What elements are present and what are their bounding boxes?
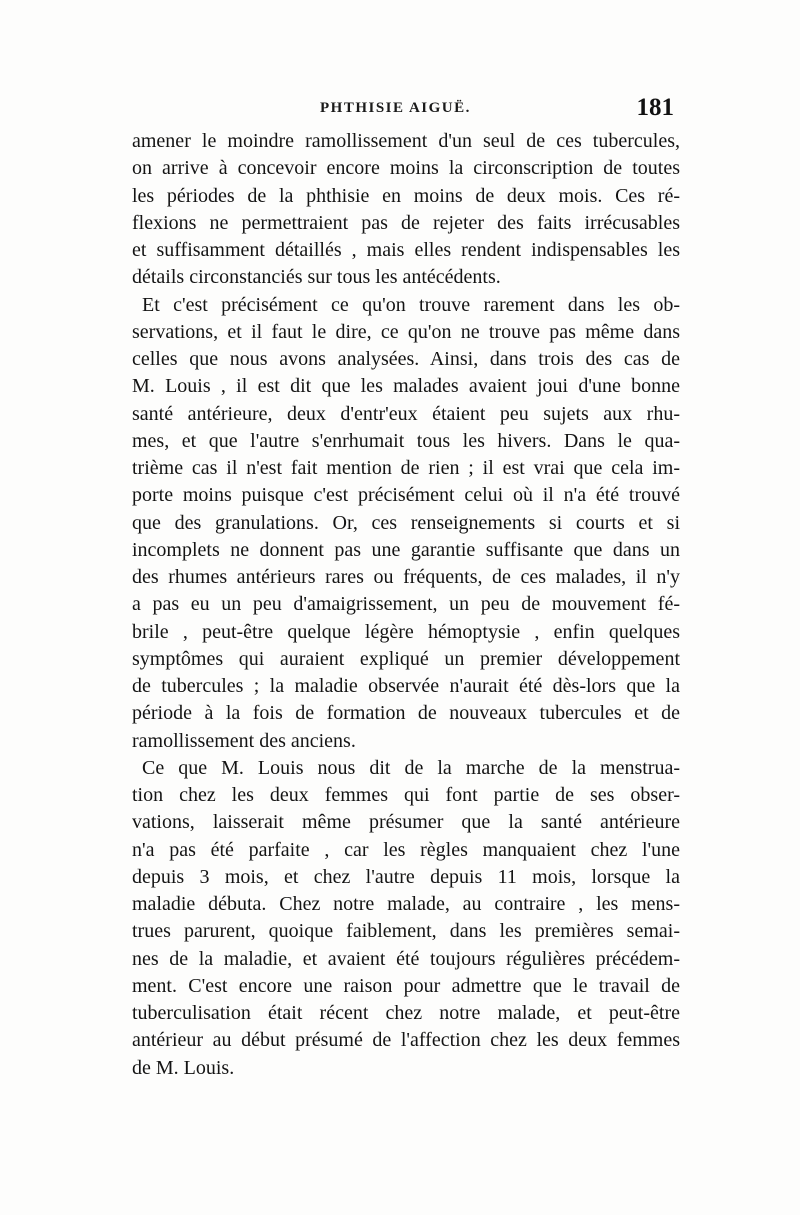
text-line: détails circonstanciés sur tous les antécédents. <box>132 266 501 289</box>
text-line: maladie débuta. Chez notre malade, au contraire , les mens- <box>132 893 680 915</box>
text-line: a pas eu un peu d'amaigrissement, un peu de mouvement fé- <box>132 593 680 616</box>
text-line: les périodes de la phthisie en moins de deux mois. Ces ré- <box>132 184 680 207</box>
running-head: PHTHISIE AIGUË. <box>320 100 471 116</box>
text-line: trues parurent, quoique faiblement, dans les premières semai- <box>132 920 680 943</box>
text-line: Et c'est précisément ce qu'on trouve rarement dans les ob- <box>142 293 680 316</box>
text-line: ment. C'est encore une raison pour admettre que le travail de <box>132 974 680 997</box>
text-line: santé antérieure, deux d'entr'eux étaient peu sujets aux rhu- <box>132 402 680 425</box>
text-line: symptômes qui auraient expliqué un premier développement <box>132 647 680 670</box>
text-line: tuberculisation était récent chez notre malade, et peut-être <box>132 1002 680 1024</box>
text-line: de tubercules ; la maladie observée n'aurait été dès-lors que la <box>132 675 680 697</box>
text-line: trième cas il n'est fait mention de rien ; il est vrai que cela im- <box>132 457 680 479</box>
page-header <box>132 96 680 126</box>
text-line: antérieur au début présumé de l'affection chez les deux femmes <box>132 1029 680 1052</box>
text-line: nes de la maladie, et avaient été toujours régulières précédem- <box>132 947 680 970</box>
text-line: celles que nous avons analysées. Ainsi, dans trois des cas de <box>132 348 680 370</box>
text-line: Ce que M. Louis nous dit de la marche de la menstrua- <box>142 756 680 779</box>
text-line: brile , peut-être quelque légère hémoptysie , enfin quelques <box>132 620 680 643</box>
paragraph-1 <box>132 128 680 292</box>
text-line: servations, et il faut le dire, ce qu'on ne trouve pas même dans <box>132 320 680 343</box>
text-line: mes, et que l'autre s'enrhumait tous les hivers. Dans le qua- <box>132 429 680 452</box>
text-line: vations, laisserait même présumer que la santé antérieure <box>132 811 680 834</box>
text-line: de M. Louis. <box>132 1056 235 1079</box>
text-line: porte moins puisque c'est précisément celui où il n'a été trouvé <box>132 484 680 507</box>
text-line: tion chez les deux femmes qui font partie de ses obser- <box>132 784 680 806</box>
text-line: M. Louis , il est dit que les malades avaient joui d'une bonne <box>132 375 680 398</box>
text-line: ramollissement des anciens. <box>132 729 356 752</box>
text-line: et suffisamment détaillés , mais elles rendent indispensables les <box>132 239 680 261</box>
text-line: incomplets ne donnent pas une garantie suffisante que dans un <box>132 538 680 561</box>
text-line: depuis 3 mois, et chez l'autre depuis 11 mois, lorsque la <box>132 865 680 888</box>
page-number: 181 <box>636 94 674 121</box>
text-line: n'a pas été parfaite , car les règles manquaient chez l'une <box>132 838 680 861</box>
text-line: on arrive à concevoir encore moins la circonscription de toutes <box>132 157 680 180</box>
text-line: que des granulations. Or, ces renseignements si courts et si <box>132 511 680 534</box>
text-line: amener le moindre ramollissement d'un seul de ces tubercules, <box>132 130 680 152</box>
paragraph-3 <box>132 755 680 1082</box>
paragraph-2 <box>132 292 680 755</box>
text-line: flexions ne permettraient pas de rejeter des faits irrécusables <box>132 211 680 234</box>
body-text <box>132 128 680 1082</box>
text-line: période à la fois de formation de nouveaux tubercules et de <box>132 702 680 725</box>
text-line: des rhumes antérieurs rares ou fréquents, de ces malades, il n'y <box>132 566 680 588</box>
